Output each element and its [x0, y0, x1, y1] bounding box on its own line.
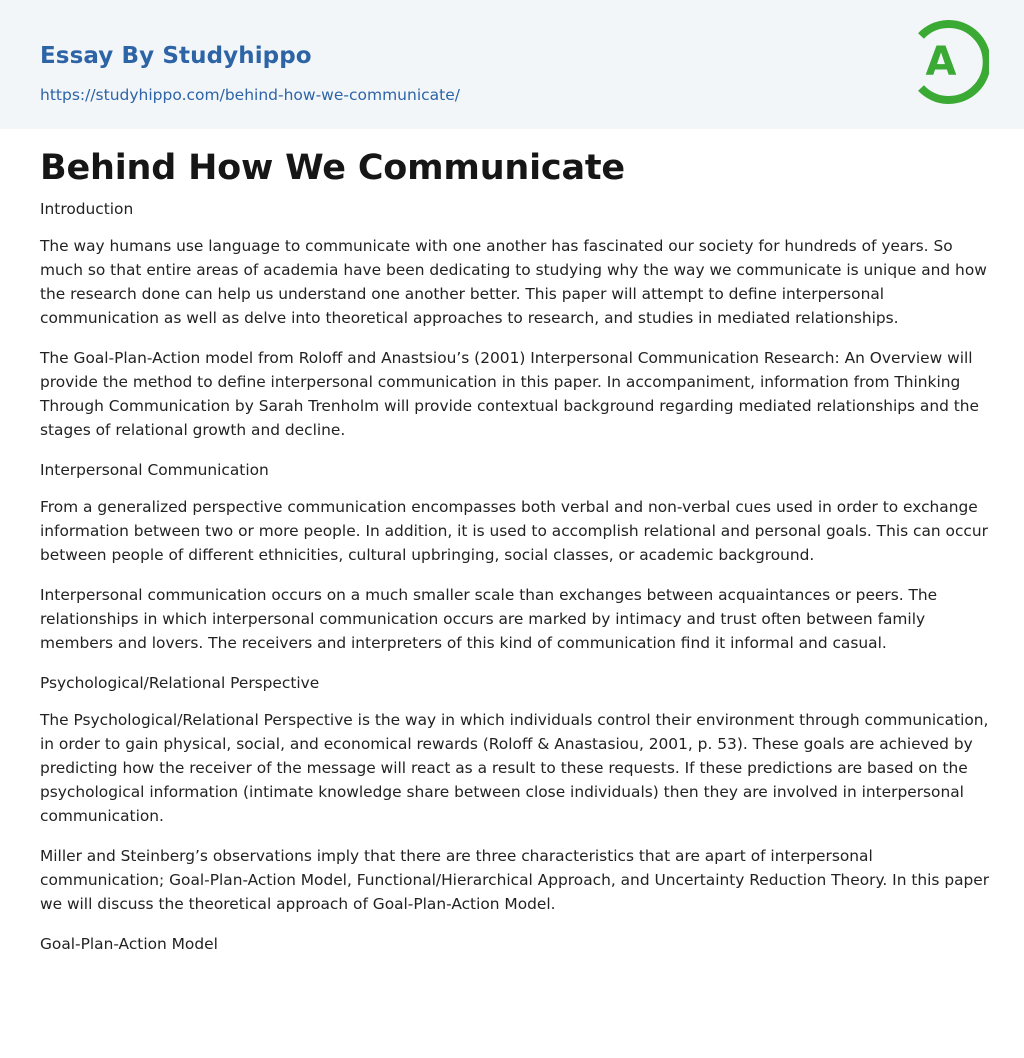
essay-paragraph: Miller and Steinberg’s observations imply that there are three characteristics that are apart of interpersonal communication; Goal-Plan-Action Model, Functional/Hierarchical Approach, and Uncertainty Reduction Theory. In this paper we will discuss the theoretical approach of Goal-Plan-Action Model. [40, 847, 990, 913]
essay-paragraph: The Goal-Plan-Action model from Roloff and Anastsiou’s (2001) Interpersonal Communication Research: An Overview will provide the method to define interpersonal communication in this paper. In accompaniment, information from Thinking Through Communication by Sarah Trenholm will provide contextual background regarding mediated relationships and the stages of relational growth and decline. [40, 349, 980, 439]
essay-body [40, 197, 990, 969]
section-heading: Introduction [40, 200, 134, 218]
essay-paragraph: Interpersonal communication occurs on a much smaller scale than exchanges between acquaintances or peers. The relationships in which interpersonal communication occurs are marked by intimacy and trust often between family members and lovers. The receivers and interpreters of this kind of communication find it informal and casual. [40, 586, 938, 652]
essay-paragraph: The way humans use language to communicate with one another has fascinated our society for hundreds of years. So much so that entire areas of academia have been dedicating to studying why the way we communicate is unique and how the research done can help us understand one another better. This paper will attempt to define interpersonal communication as well as delve into theoretical approaches to research, and studies in mediated relationships. [40, 237, 987, 327]
page-title: Behind How We Communicate [40, 148, 625, 188]
essay-paragraph: From a generalized perspective communication encompasses both verbal and non-verbal cues used in order to exchange information between two or more people. In addition, it is used to accomplish relational and personal goals. This can occur between people of different ethnicities, cultural upbringing, social classes, or academic background. [40, 498, 988, 564]
essay-url-link[interactable]: https://studyhippo.com/behind-how-we-communicate/ [40, 86, 460, 104]
section-heading: Interpersonal Communication [40, 461, 269, 479]
logo-letter: A [925, 39, 957, 85]
essay-paragraph: The Psychological/Relational Perspective is the way in which individuals control their environment through communication, in order to gain physical, social, and economical rewards (Roloff & Anastasiou, 2001, p. 53). These goals are achieved by predicting how the receiver of the message will react as a result to these requests. If these predictions are based on the psychological information (intimate knowledge share between close individuals) then they are involved in interpersonal communication. [40, 711, 989, 825]
section-heading: Goal-Plan-Action Model [40, 935, 218, 953]
section-heading: Psychological/Relational Perspective [40, 674, 320, 692]
site-title[interactable]: Essay By Studyhippo [40, 43, 312, 69]
studyhippo-logo-icon[interactable] [905, 18, 989, 106]
